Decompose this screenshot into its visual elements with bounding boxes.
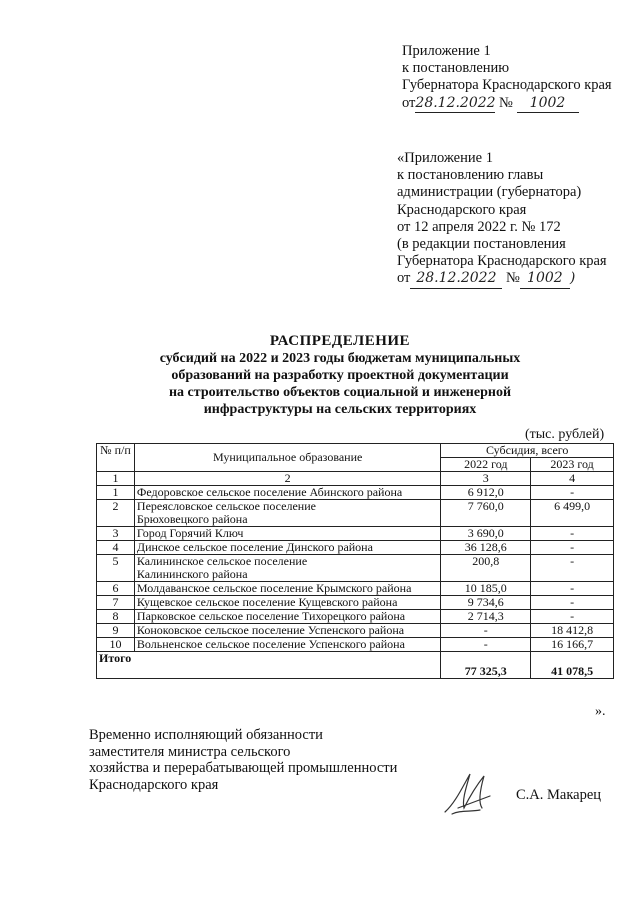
title-line: на строительство объектов социальной и инженерной: [168, 385, 512, 400]
value-2022: 3 690,0: [441, 527, 531, 541]
value-2022: 6 912,0: [441, 486, 531, 500]
appendix-date-line: от 28.12.2022 № 1002 ): [397, 270, 607, 288]
value-2022: 10 185,0: [441, 582, 531, 596]
appendix-line: администрации (губернатора): [397, 184, 582, 201]
number-sign: №: [506, 270, 520, 287]
value-2022: -: [441, 624, 531, 638]
title-line: инфраструктуры на сельских территориях: [203, 402, 477, 417]
signatory-name: С.А. Макарец: [516, 787, 602, 803]
number-sign: №: [499, 94, 513, 111]
table-row: [97, 500, 614, 527]
header-2022: 2022 год: [441, 458, 531, 472]
signatory-line: Краснодарского края: [89, 776, 219, 793]
handwritten-date: 28.12.2022: [410, 270, 502, 288]
table-row: [97, 486, 614, 500]
value-2023: -: [531, 486, 614, 500]
header-municipality: Муниципальное образование: [134, 444, 441, 472]
signatory-line: хозяйства и перерабатывающей промышленности: [89, 760, 398, 776]
municipality-name: Парковское сельское поселение Тихорецкого района: [134, 610, 441, 624]
value-2023: -: [531, 582, 614, 596]
value-2023: -: [531, 541, 614, 555]
row-number: 5: [97, 555, 135, 582]
units-label: (тыс. рублей): [525, 427, 605, 442]
table-row: [97, 624, 614, 638]
header-2023: 2023 год: [531, 458, 614, 472]
table-row: [97, 610, 614, 624]
appendix-line: Приложение 1: [402, 43, 491, 59]
title-line: субсидий на 2022 и 2023 годы бюджетам муниципальных: [159, 351, 521, 366]
handwritten-number: 1002: [520, 270, 570, 288]
value-2023: -: [531, 527, 614, 541]
from-label: от: [402, 94, 416, 111]
appendix-line: к постановлению главы: [397, 167, 544, 184]
municipality-name: Динское сельское поселение Динского района: [134, 541, 441, 555]
table-row: [97, 582, 614, 596]
title-line: образований на разработку проектной документации: [171, 368, 509, 383]
value-2023: 18 412,8: [531, 624, 614, 638]
value-2022: 7 760,0: [441, 500, 531, 527]
row-number: 7: [97, 596, 135, 610]
signatory-block: [89, 727, 397, 793]
municipality-name: Федоровское сельское поселение Абинского района: [134, 486, 441, 500]
closing-quote: ».: [595, 704, 606, 719]
municipality-name: Молдаванское сельское поселение Крымского района: [134, 582, 441, 596]
municipality-name: Вольненское сельское поселение Успенского района: [134, 638, 441, 652]
table-header-row: [97, 444, 614, 458]
value-2022: 200,8: [441, 555, 531, 582]
total-row: [97, 652, 614, 679]
document-title: [80, 333, 600, 418]
total-2022: 77 325,3: [441, 652, 531, 679]
appendix-line: Губернатора Краснодарского края: [402, 77, 612, 94]
total-label: Итого: [97, 652, 441, 679]
signatory-line: Временно исполняющий обязанности: [89, 727, 323, 743]
title-heading: РАСПРЕДЕЛЕНИЕ: [269, 333, 411, 349]
appendix-line: к постановлению: [402, 60, 510, 77]
appendix-header-2: [397, 150, 607, 289]
appendix-line: (в редакции постановления: [397, 236, 566, 253]
row-number: 10: [97, 638, 135, 652]
table-row: [97, 541, 614, 555]
total-2023: 41 078,5: [531, 652, 614, 679]
handwritten-number: 1002: [517, 95, 579, 113]
municipality-name: Кущевское сельское поселение Кущевского района: [134, 596, 441, 610]
appendix-line: «Приложение 1: [397, 150, 493, 166]
row-number: 1: [97, 486, 135, 500]
appendix-header-1: [402, 43, 612, 113]
table-row: [97, 638, 614, 652]
header-number: № п/п: [97, 444, 135, 472]
appendix-date-line: [402, 95, 612, 113]
value-2023: 6 499,0: [531, 500, 614, 527]
handwritten-signature: [440, 768, 500, 818]
row-number: 9: [97, 624, 135, 638]
column-index: 1: [97, 472, 135, 486]
municipality-name: Коноковское сельское поселение Успенского района: [134, 624, 441, 638]
table-row: [97, 555, 614, 582]
appendix-line: Губернатора Краснодарского края: [397, 253, 607, 270]
column-index: 4: [531, 472, 614, 486]
value-2022: 9 734,6: [441, 596, 531, 610]
value-2023: -: [531, 610, 614, 624]
handwritten-date: 28.12.2022: [415, 95, 495, 113]
row-number: 8: [97, 610, 135, 624]
table-row: [97, 596, 614, 610]
column-index: 3: [441, 472, 531, 486]
row-number: 4: [97, 541, 135, 555]
signatory-line: заместителя министра сельского: [89, 743, 291, 760]
value-2022: 2 714,3: [441, 610, 531, 624]
municipality-name: Город Горячий Ключ: [134, 527, 441, 541]
table-row: [97, 527, 614, 541]
value-2022: -: [441, 638, 531, 652]
appendix-line: от 12 апреля 2022 г. № 172: [397, 218, 561, 235]
value-2023: -: [531, 555, 614, 582]
from-label: от: [397, 270, 411, 287]
column-index: 2: [134, 472, 441, 486]
value-2023: -: [531, 596, 614, 610]
municipality-name: Переясловское сельское поселение Брюховецкого района: [134, 500, 441, 527]
municipality-name: Калининское сельское поселение Калининского района: [134, 555, 441, 582]
value-2022: 36 128,6: [441, 541, 531, 555]
row-number: 3: [97, 527, 135, 541]
header-subsidy: Субсидия, всего: [441, 444, 614, 458]
value-2023: 16 166,7: [531, 638, 614, 652]
row-number: 2: [97, 500, 135, 527]
subsidy-table: [96, 443, 614, 679]
column-index-row: [97, 472, 614, 486]
row-number: 6: [97, 582, 135, 596]
appendix-line: Краснодарского края: [397, 201, 527, 218]
